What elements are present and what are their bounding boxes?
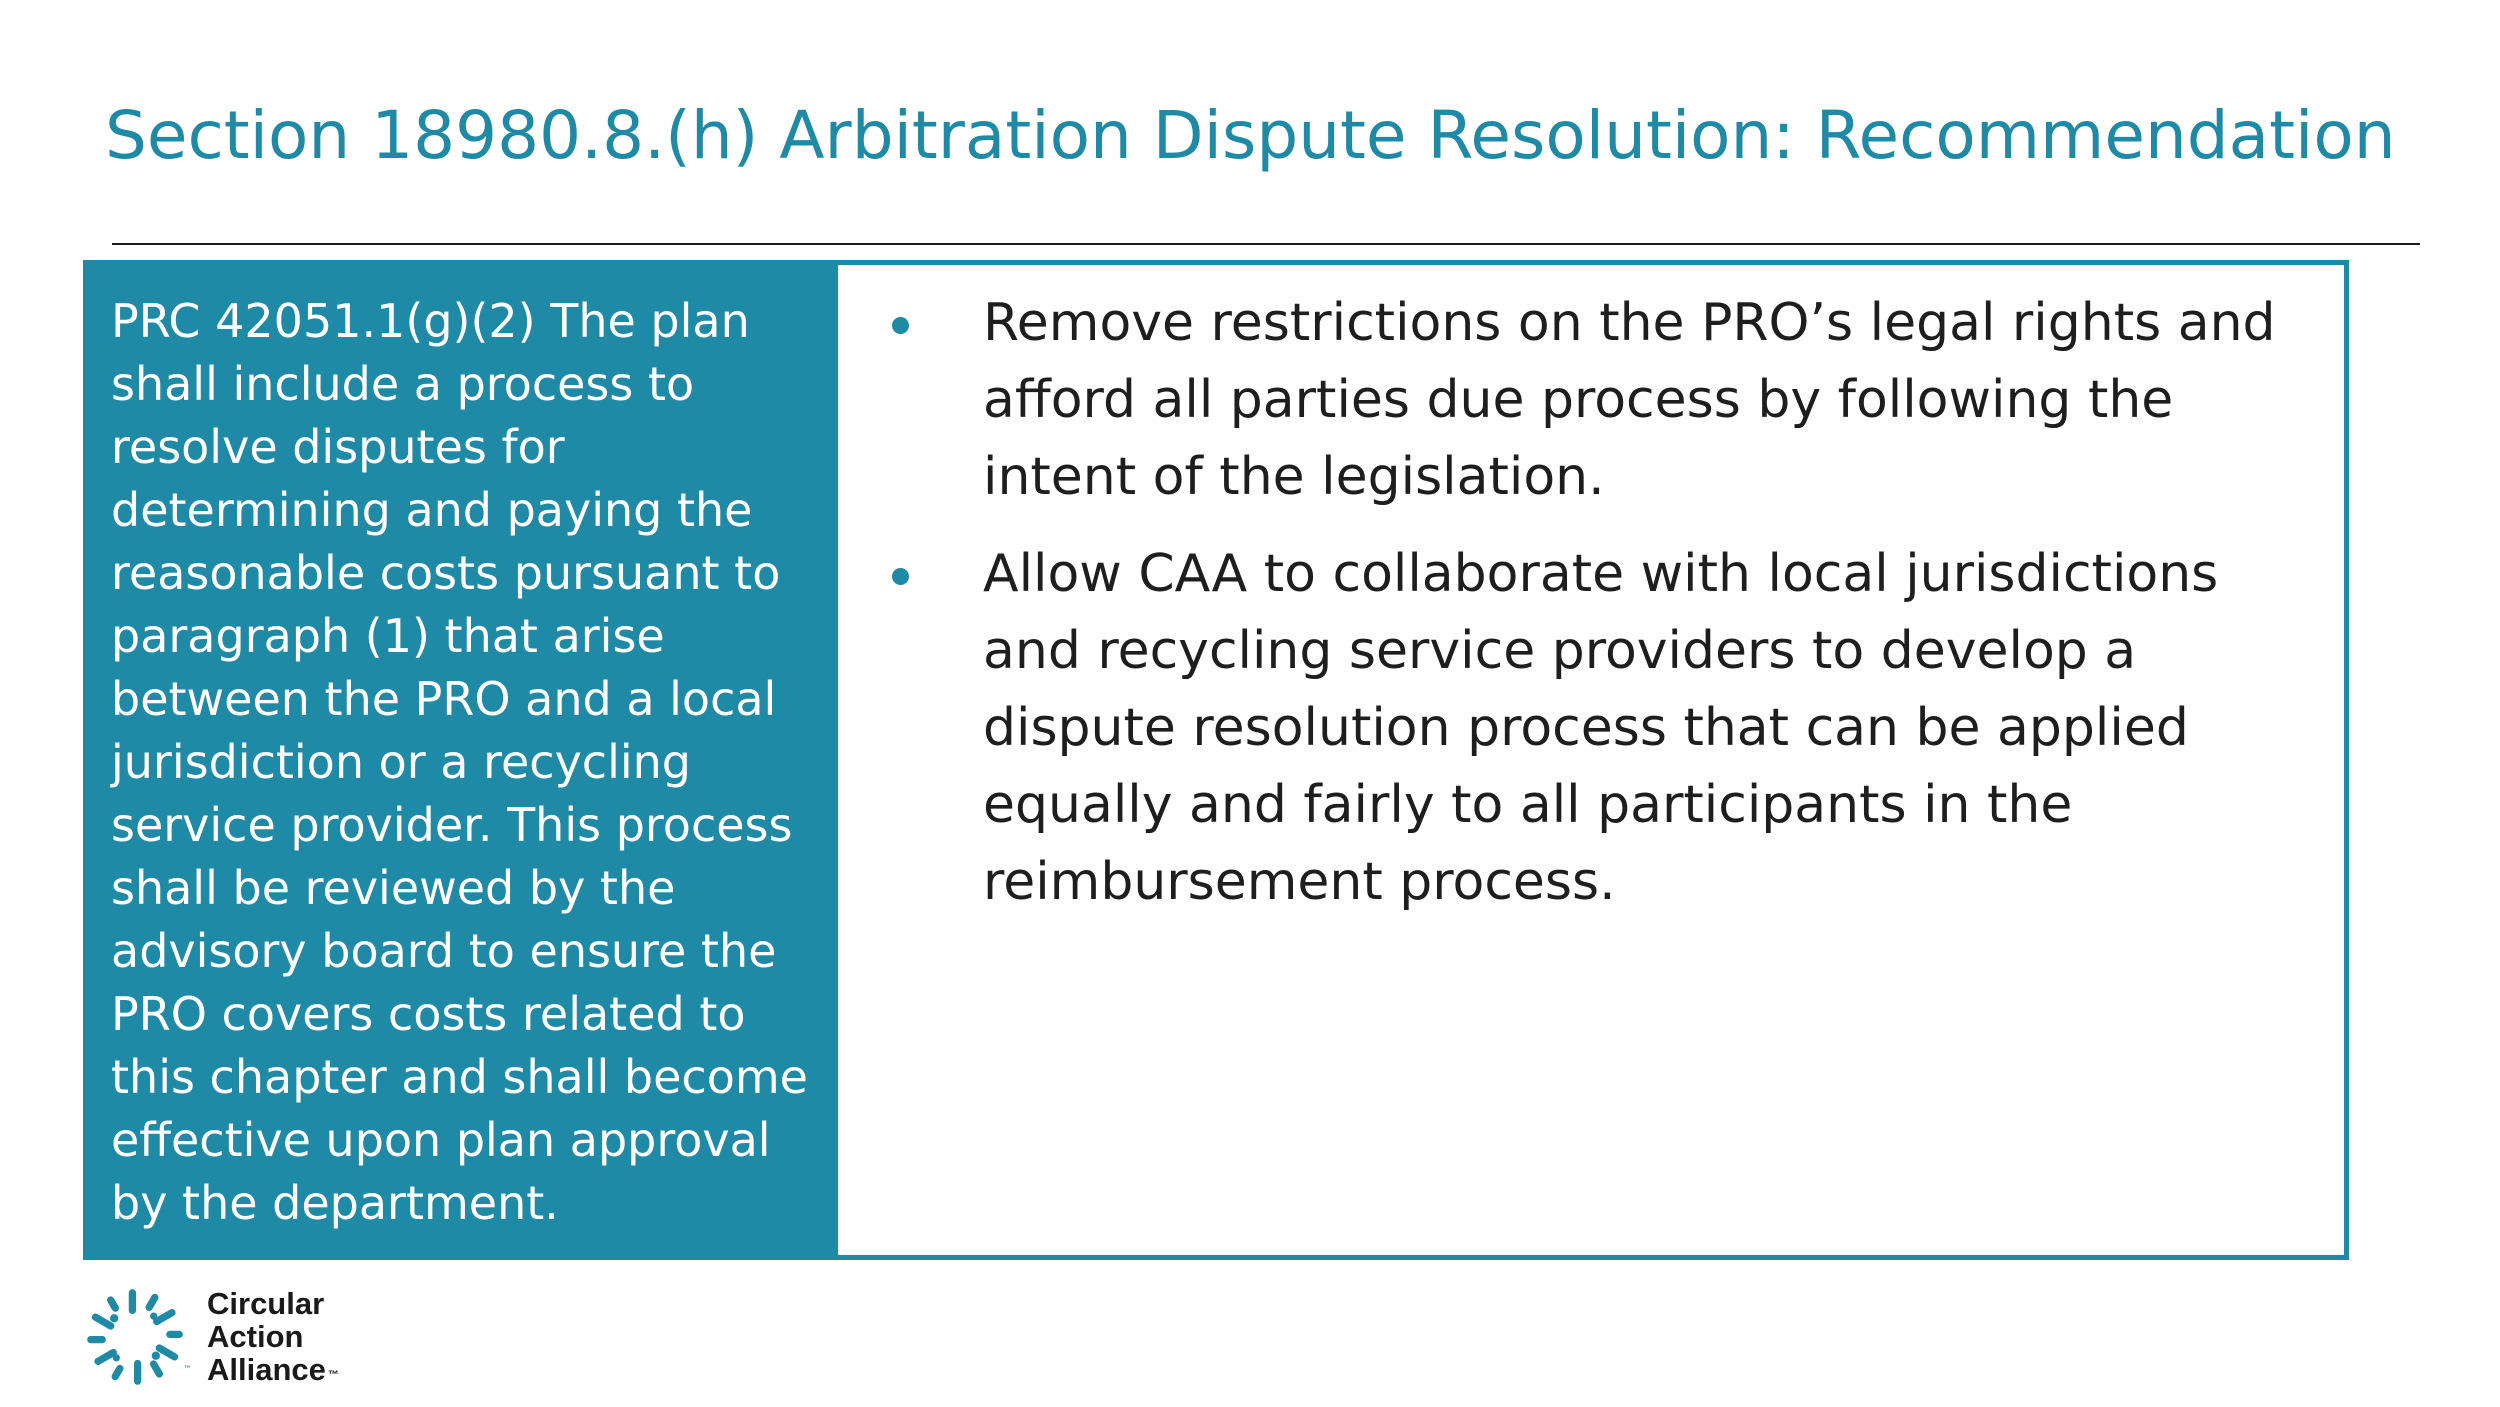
circular-action-alliance-logo-icon — [83, 1285, 187, 1389]
logo-line-alliance-text: Alliance — [207, 1352, 326, 1387]
recommendation-list — [880, 285, 2300, 941]
recommendation-item — [880, 536, 2300, 921]
logo-line-action: Action — [207, 1319, 304, 1354]
logo-line-circular: Circular — [207, 1286, 325, 1321]
statute-text: PRC 42051.1(g)(2) The plan shall include a process to resolve disputes for determining and paying the reasonable costs pursuant to paragraph (1) that arise between the PRO and a local jurisdiction or a recycling service provider. This process shall be reviewed by the advisory board to ensure the PRO covers costs related to this chapter and shall become effective upon plan approval by the department. — [111, 294, 808, 1230]
recommendation-item — [880, 285, 2300, 516]
bullet-dot-icon — [892, 317, 909, 334]
company-logo — [83, 1285, 373, 1390]
slide-title: Section 18980.8.(h) Arbitration Dispute Resolution: Recommendation — [105, 97, 2396, 174]
title-divider — [112, 243, 2420, 245]
statute-panel — [83, 260, 838, 1260]
logo-line-alliance — [207, 1353, 339, 1386]
logo-trademark-small: ™ — [183, 1365, 192, 1375]
recommendation-text: Allow CAA to collaborate with local jurisdictions and recycling service providers to develop a dispute resolution process that can be applied equally and fairly to all participants in the reimbursement process. — [983, 544, 2219, 912]
logo-wordmark — [207, 1287, 339, 1386]
bullet-dot-icon — [892, 568, 909, 585]
recommendation-text: Remove restrictions on the PRO’s legal rights and afford all parties due process by following the intent of the legislation. — [983, 293, 2276, 507]
logo-trademark: ™ — [327, 1369, 339, 1381]
